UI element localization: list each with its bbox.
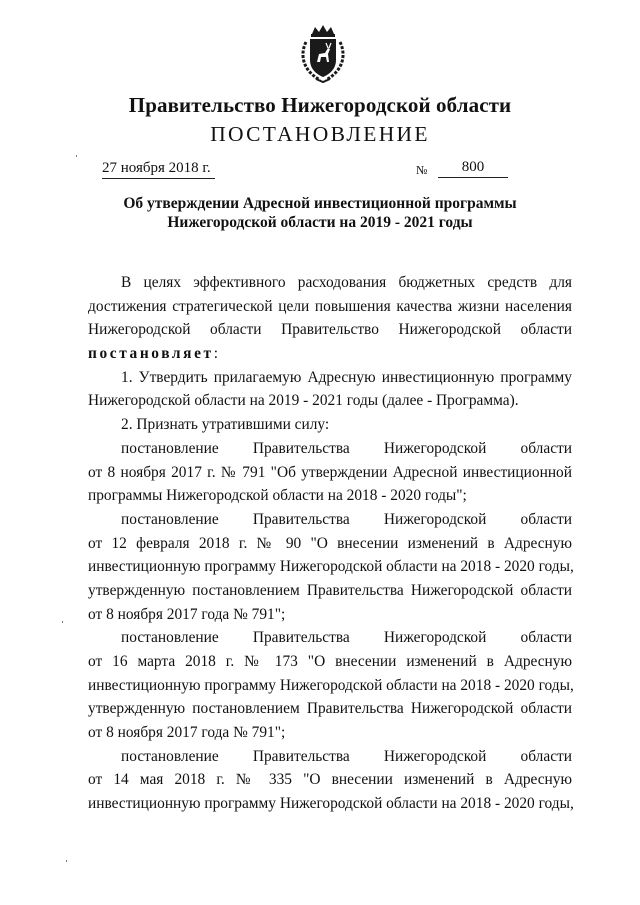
resolves-colon: : (213, 345, 218, 363)
scan-speck (66, 860, 67, 862)
scan-speck (76, 155, 77, 157)
text-line: инвестиционную программу Нижегородской области на 2018 - 2020 годы, (88, 795, 574, 813)
resolves-word: постановляет (88, 345, 214, 363)
text-line: В целях эффективного расходования бюджетных средств для (121, 274, 572, 291)
text-line: от 12 февраля 2018 г. № 90 "О внесении изменений в Адресную (88, 534, 572, 552)
title-line: Об утверждении Адресной инвестиционной программы (123, 195, 517, 212)
text-line: от 8 ноября 2017 года № 791"; (88, 724, 286, 742)
text-line: инвестиционную программу Нижегородской области на 2018 - 2020 годы, (88, 676, 574, 694)
text-line: постановление Правительства Нижегородской области (121, 747, 572, 765)
text-line: 1. Утвердить прилагаемую Адресную инвестиционную программу (121, 368, 572, 386)
organization-name: Правительство Нижегородской области (128, 93, 512, 117)
text-line: достижения стратегической цели повышения качества жизни населения (88, 297, 572, 315)
document-number: 800 (438, 159, 508, 178)
text-line: программы Нижегородской области на 2018 - 2020 годы"; (88, 487, 467, 505)
coat-of-arms-icon (298, 24, 348, 84)
number-sign: № (416, 163, 428, 177)
text-line: постановление Правительства Нижегородской области (121, 439, 572, 457)
text-line: Нижегородской области Правительство Нижегородской области (88, 321, 572, 339)
title-line: Нижегородской области на 2019 - 2021 годы (167, 214, 473, 231)
text-line: постановление Правительства Нижегородской области (121, 629, 572, 647)
text-line: утвержденную постановлением Правительства Нижегородской области (88, 581, 572, 599)
text-line: 2. Признать утратившими силу: (121, 416, 330, 434)
document-type: ПОСТАНОВЛЕНИЕ (210, 122, 430, 146)
text-line: от 8 ноября 2017 года № 791"; (88, 605, 286, 623)
text-line: Нижегородской области на 2019 - 2021 годы (далее - Программа). (88, 392, 519, 410)
text-line: инвестиционную программу Нижегородской области на 2018 - 2020 годы, (88, 558, 574, 576)
scan-speck (62, 621, 63, 623)
text-line: постановление Правительства Нижегородской области (121, 510, 572, 528)
document-title (80, 194, 560, 232)
resolves-line (88, 342, 572, 366)
text-line: утвержденную постановлением Правительства Нижегородской области (88, 700, 572, 718)
text-line: от 14 мая 2018 г. № 335 "О внесении изменений в Адресную (88, 771, 572, 789)
document-date: 27 ноября 2018 г. (102, 160, 215, 179)
text-line: от 8 ноября 2017 г. № 791 "Об утверждении Адресной инвестиционной (88, 463, 572, 481)
document-body (88, 271, 572, 816)
text-line: от 16 марта 2018 г. № 173 "О внесении изменений в Адресную (88, 653, 572, 670)
